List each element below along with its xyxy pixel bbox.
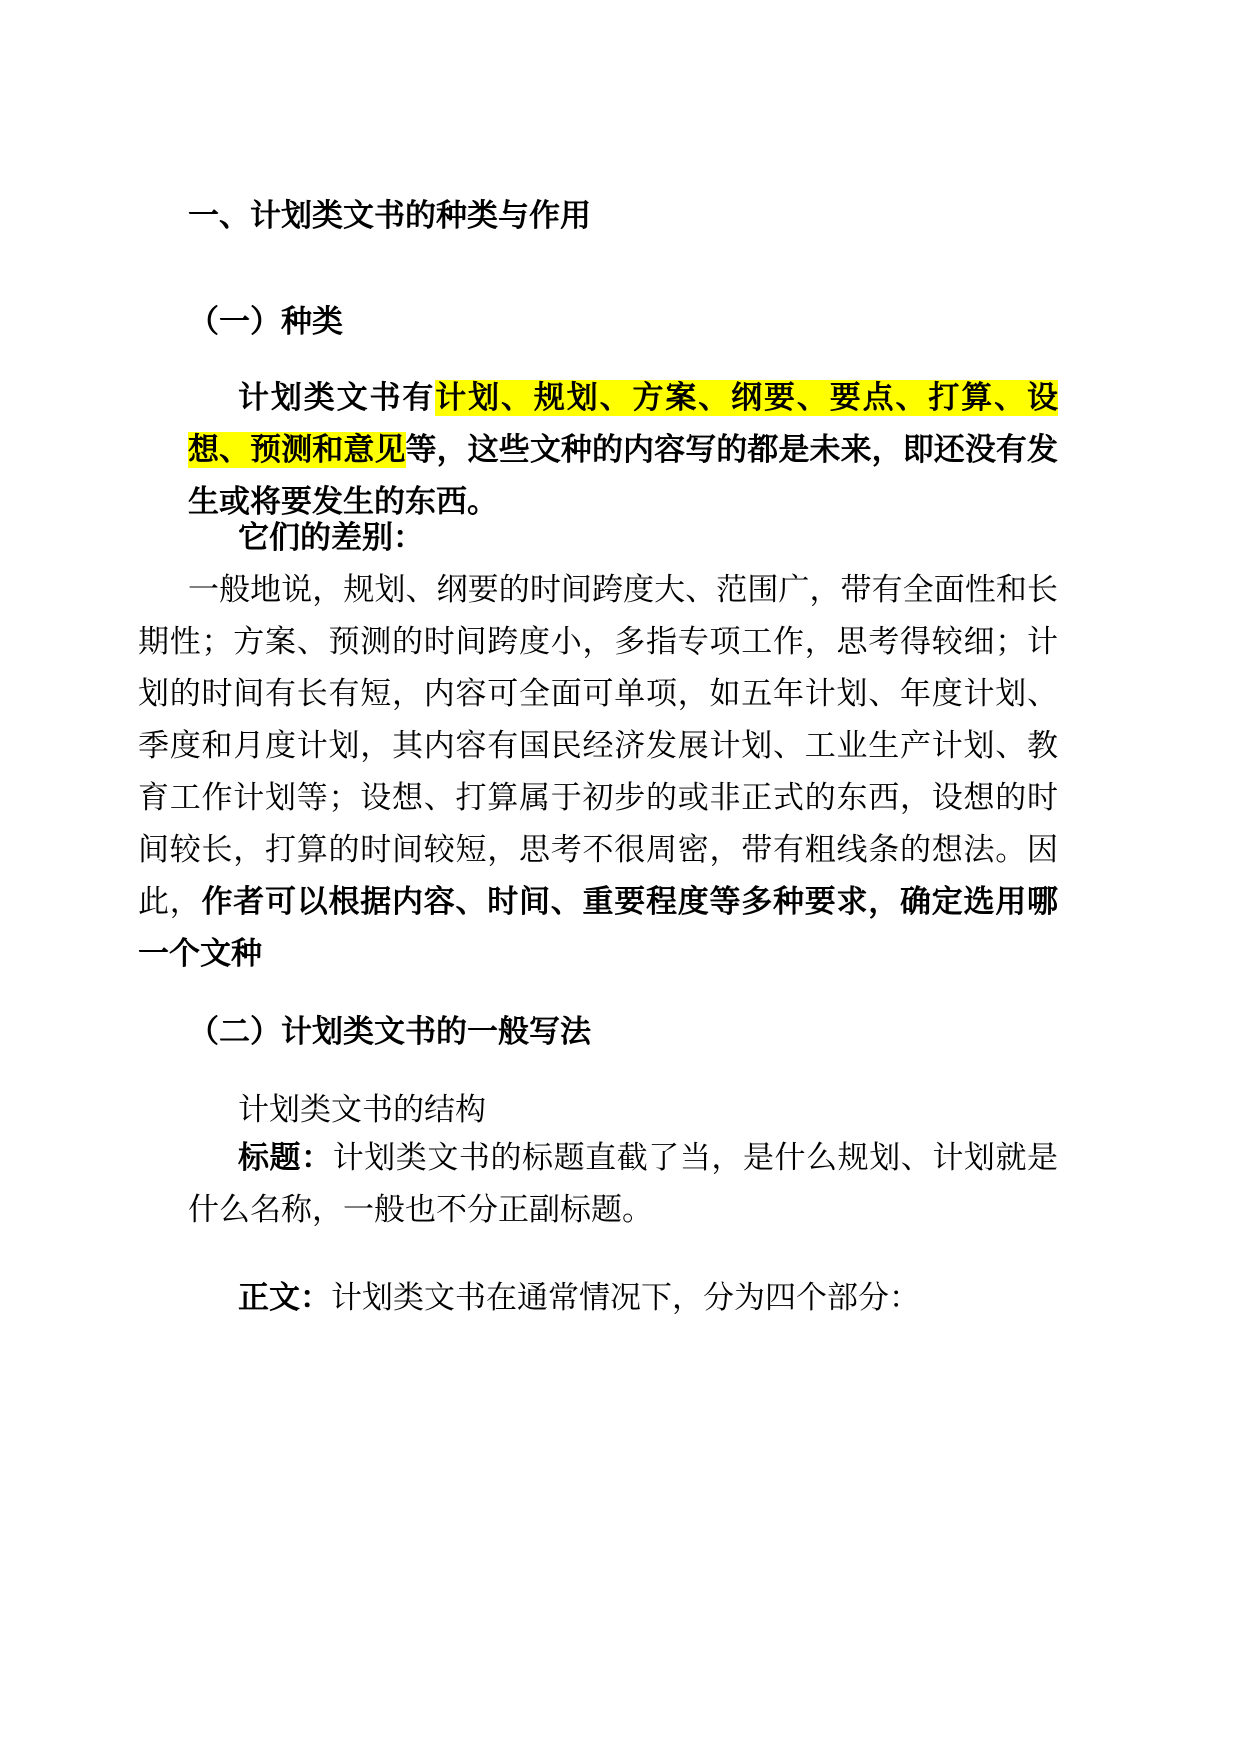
differences-paragraph: [138, 564, 1058, 980]
title-paragraph: [188, 1132, 1058, 1236]
body-label: 正文：: [238, 1280, 331, 1316]
kinds-highlight: 计划、规划、方案、纲要、要点、打算、设想、预测和意见: [188, 380, 1058, 468]
structure-line: 计划类文书的结构: [238, 1092, 486, 1128]
body-paragraph: [188, 1272, 1058, 1324]
kinds-lead: 计划类文书有: [238, 380, 436, 416]
title-text: 计划类文书的标题直截了当，是什么规划、计划就是什么名称，一般也不分正副标题。: [188, 1140, 1059, 1228]
kinds-paragraph: [188, 372, 1058, 528]
differences-section: [138, 512, 1058, 980]
subsection-heading-writing: （二）计划类文书的一般写法: [188, 1014, 591, 1050]
differences-text: 一般地说，规划、纲要的时间跨度大、范围广，带有全面性和长期性；方案、预测的时间跨度小，多指专项工作，思考得较细；计划的时间有长有短，内容可全面可单项，如五年计划、年度计划、季度和月度计划，其内容有国民经济发展计划、工业生产计划、教育工作计划等；设想、打算属于初步的或非正式的东西，设想的时间较长，打算的时间较短，思考不很周密，带有粗线条的想法。因此，: [138, 572, 1058, 920]
title-label: 标题：: [238, 1140, 333, 1176]
differences-label: 它们的差别：: [238, 520, 424, 556]
subsection-heading-kinds: （一）种类: [188, 304, 343, 340]
section-heading: 一、计划类文书的种类与作用: [188, 198, 591, 234]
body-text: 计划类文书在通常情况下，分为四个部分：: [331, 1280, 920, 1316]
kinds-rest: 等，这些文种的内容写的都是未来，即还没有发生或将要发生的东西。: [188, 432, 1059, 520]
differences-conclusion: 作者可以根据内容、时间、重要程度等多种要求，确定选用哪一个文种: [138, 884, 1058, 972]
